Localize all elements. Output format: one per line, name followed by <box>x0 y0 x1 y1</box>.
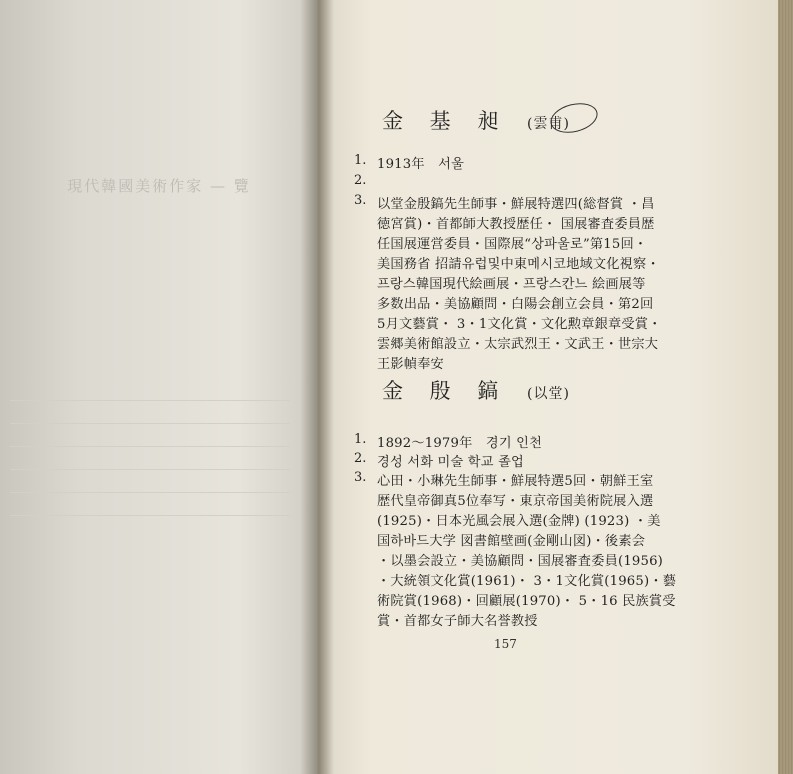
page-number: 157 <box>494 637 517 651</box>
item-line: 以堂金殷鎬先生師事・鮮展特選四(総督賞 ・昌 <box>377 197 655 212</box>
item-line: 경성 서화 미술 학교 졸업 <box>377 455 524 470</box>
item-number: 3. <box>354 470 367 485</box>
pen-name: (以堂) <box>527 386 570 402</box>
item-number: 3. <box>354 193 367 208</box>
item-line: 雲郷美術館設立・太宗武烈王・文武王・世宗大 <box>377 337 659 352</box>
item-line: 1913年 서울 <box>377 157 465 172</box>
item-line: 任国展運営委員・国際展“상파울로”第15回・ <box>377 237 648 252</box>
item-line: 賞・首都女子師大名誉教授 <box>377 614 538 629</box>
item-line: ・大統領文化賞(1961)・ 3・1文化賞(1965)・藝 <box>377 574 677 589</box>
item-line: 国하바드大学 図書館壁画(金剛山図)・後素会 <box>377 534 646 549</box>
item-line: ・以墨会設立・美協顧問・国展審査委員(1956) <box>377 554 664 569</box>
item-line: 1892～1979年 경기 인천 <box>377 436 543 451</box>
left-page <box>0 0 318 774</box>
item-line: 心田・小琳先生師事・鮮展特選5回・朝鮮王室 <box>377 474 654 489</box>
book-gutter <box>300 0 334 774</box>
artist-name: 金 基 昶 <box>382 109 509 133</box>
entry-title-kim-eun-ho <box>382 375 570 405</box>
left-page-bleed-text: 現代韓國美術作家 — 覽 <box>67 177 251 195</box>
item-number: 2. <box>354 173 367 188</box>
item-number: 2. <box>354 451 367 466</box>
item-line: (1925)・日本光風会展入選(金牌) (1923) ・美 <box>377 514 661 529</box>
artist-name: 金 殷 鎬 <box>382 379 509 403</box>
entry-title-kim-ki-chang <box>382 105 570 135</box>
page-edges <box>778 0 793 774</box>
item-line: 5月文藝賞・ 3・1文化賞・文化勲章銀章受賞・ <box>377 317 662 332</box>
item-line: 王影幀奉安 <box>377 357 444 372</box>
item-line: 徳宮賞)・首都師大教授歴任・ 国展審査委員歴 <box>377 217 655 232</box>
item-number: 1. <box>354 432 367 447</box>
item-line: 多数出品・美協顧問・白陽会創立会員・第2回 <box>377 297 654 312</box>
item-number: 1. <box>354 153 367 168</box>
pen-name: (雲甫) <box>527 116 570 132</box>
item-line: 프랑스韓国現代絵画展・프랑스칸느 絵画展等 <box>377 277 646 292</box>
item-line: 術院賞(1968)・回顧展(1970)・ 5・16 民族賞受 <box>377 594 676 609</box>
item-line: 美国務省 招請유럽및中東메시코地域文化視察・ <box>377 257 660 272</box>
left-page-bleed-lines <box>10 400 290 538</box>
item-line: 歴代皇帝御真5位奉写・東京帝国美術院展入選 <box>377 494 654 509</box>
